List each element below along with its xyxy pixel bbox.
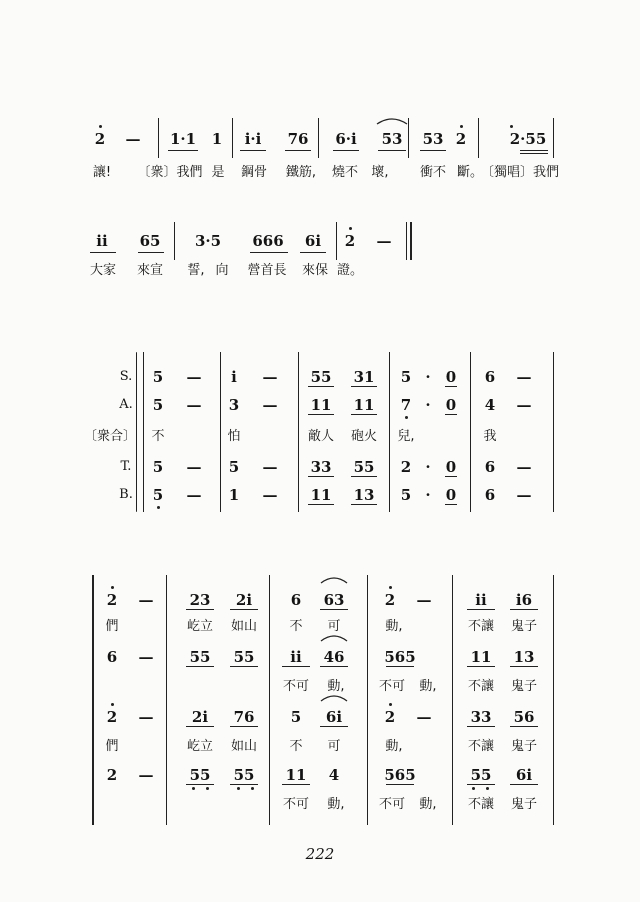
note: 2·55	[509, 130, 547, 148]
lyric: 大家	[89, 263, 117, 278]
dash: —	[186, 396, 202, 414]
lyric: 不讓	[467, 739, 495, 754]
octave-dot	[206, 787, 209, 790]
lyric: 鬼子	[510, 679, 538, 694]
barline	[92, 575, 94, 825]
beam	[333, 150, 359, 151]
note: 2	[106, 708, 118, 726]
lyric: 不讓	[467, 619, 495, 634]
lyric: 不可	[378, 797, 406, 812]
beam	[510, 726, 538, 727]
lyric: 來宣	[136, 263, 164, 278]
dash: —	[262, 458, 278, 476]
barline	[158, 118, 159, 158]
lyric: 是	[211, 165, 225, 180]
barline	[410, 222, 412, 260]
note: ii	[475, 591, 487, 609]
dash: —	[376, 232, 392, 250]
octave-dot	[405, 416, 408, 419]
beam	[308, 414, 334, 415]
dash: —	[262, 396, 278, 414]
lyric: 燒不	[331, 165, 359, 180]
beam	[186, 784, 214, 785]
note: 56	[513, 708, 535, 726]
beam	[386, 666, 414, 667]
note: 7	[400, 396, 412, 414]
note: 33	[470, 708, 492, 726]
beam	[510, 784, 538, 785]
lyric: 我	[483, 429, 497, 444]
beam	[186, 609, 214, 610]
beam	[386, 784, 414, 785]
barline	[367, 575, 368, 825]
note: 13	[513, 648, 535, 666]
note: 5	[290, 708, 302, 726]
note: 5	[152, 368, 164, 386]
lyric: 不	[289, 619, 303, 634]
note: 63	[323, 591, 345, 609]
note: 6i	[325, 708, 343, 726]
beam	[230, 666, 258, 667]
lyric: 鬼子	[510, 619, 538, 634]
barline	[174, 222, 175, 260]
note: 46	[323, 648, 345, 666]
beam	[320, 726, 348, 727]
slur	[319, 692, 349, 702]
note: 55	[310, 368, 332, 386]
note: 565	[384, 648, 416, 666]
lyric: 如山	[230, 739, 258, 754]
note: 3	[228, 396, 240, 414]
lyric: 屹立	[186, 619, 214, 634]
barline	[220, 352, 221, 512]
beam	[378, 150, 406, 151]
barline	[406, 222, 407, 260]
note: 11	[353, 396, 375, 414]
beam	[285, 150, 311, 151]
lyric: 不可	[282, 797, 310, 812]
note: 1·1	[169, 130, 197, 148]
note: 2i	[191, 708, 209, 726]
note: 3·5	[194, 232, 222, 250]
lyric: 砲火	[350, 429, 378, 444]
lyric: 動,	[385, 619, 403, 634]
note: 6i	[515, 766, 533, 784]
note: 2	[455, 130, 467, 148]
lyric: 來保	[301, 263, 329, 278]
note: 5	[152, 396, 164, 414]
beam	[300, 252, 326, 253]
beam	[510, 666, 538, 667]
lyric: 動,	[419, 679, 437, 694]
beam	[351, 386, 377, 387]
dash: —	[262, 486, 278, 504]
dot: ·	[425, 458, 431, 476]
beam	[351, 476, 377, 477]
octave-dot	[389, 703, 392, 706]
barline	[478, 118, 479, 158]
note: 65	[139, 232, 161, 250]
beam	[445, 386, 457, 387]
lyric: 不可	[282, 679, 310, 694]
dash: —	[262, 368, 278, 386]
beam	[230, 726, 258, 727]
beam	[467, 609, 495, 610]
beam	[445, 476, 457, 477]
lyric: 動,	[327, 679, 345, 694]
note: 11	[470, 648, 492, 666]
note: 0	[445, 396, 457, 414]
voice-label-alto: A.	[119, 397, 133, 412]
beam	[282, 666, 310, 667]
note: 2	[384, 591, 396, 609]
dot: ·	[425, 486, 431, 504]
note: 2	[384, 708, 396, 726]
beam	[168, 150, 198, 151]
dash: —	[186, 486, 202, 504]
voice-label-bass: B.	[119, 487, 133, 502]
octave-dot	[111, 703, 114, 706]
lyric: 鐵筋,	[285, 165, 317, 180]
note: 6	[484, 458, 496, 476]
barline	[336, 222, 337, 260]
beam	[351, 414, 377, 415]
lyric: 不可	[378, 679, 406, 694]
octave-dot	[472, 787, 475, 790]
note: 55	[470, 766, 492, 784]
note: 23	[189, 591, 211, 609]
beam	[138, 252, 164, 253]
beam	[467, 784, 495, 785]
beam	[308, 386, 334, 387]
lyric: 向	[215, 263, 229, 278]
octave-dot	[237, 787, 240, 790]
voice-label-soprano: S.	[119, 369, 133, 384]
octave-dot	[111, 586, 114, 589]
dash: —	[516, 458, 532, 476]
lyric: 們	[105, 619, 119, 634]
choir-brace	[136, 352, 137, 512]
note: 11	[310, 396, 332, 414]
note: 6	[106, 648, 118, 666]
note: 0	[445, 486, 457, 504]
octave-dot	[486, 787, 489, 790]
note: 4	[328, 766, 340, 784]
beam	[320, 666, 348, 667]
lyric: 鬼子	[510, 739, 538, 754]
beam	[467, 666, 495, 667]
beam	[445, 504, 457, 505]
note: 6	[484, 486, 496, 504]
octave-dot	[251, 787, 254, 790]
note: 76	[233, 708, 255, 726]
page-number: 222	[305, 845, 335, 863]
note: 2	[106, 766, 118, 784]
lyric: 衝不	[419, 165, 447, 180]
lyric: 們	[105, 739, 119, 754]
lyric: 〔獨唱〕我們	[480, 165, 560, 180]
barline	[143, 352, 144, 512]
octave-dot	[510, 125, 513, 128]
lyric: 動,	[419, 797, 437, 812]
barline	[389, 352, 390, 512]
lyric: 鬼子	[510, 797, 538, 812]
beam	[445, 414, 457, 415]
note: 31	[353, 368, 375, 386]
beam	[510, 609, 538, 610]
lyric: 讓!	[92, 165, 112, 180]
beam	[308, 504, 334, 505]
note: 76	[287, 130, 309, 148]
lyric: 如山	[230, 619, 258, 634]
lyric: 營首長	[247, 263, 287, 278]
lyric: 〔衆〕我們	[137, 165, 203, 180]
lyric: 誓,	[187, 263, 205, 278]
voice-label-tutti: 〔衆合〕	[83, 429, 137, 444]
note: i·i	[244, 130, 262, 148]
beam	[520, 153, 548, 154]
barline	[318, 118, 319, 158]
beam	[467, 726, 495, 727]
dot: ·	[425, 396, 431, 414]
beam	[230, 784, 258, 785]
note: 2i	[235, 591, 253, 609]
lyric: 可	[327, 619, 341, 634]
octave-dot	[389, 586, 392, 589]
dash: —	[416, 708, 432, 726]
dash: —	[186, 368, 202, 386]
note: 2	[344, 232, 356, 250]
note: ii	[96, 232, 108, 250]
lyric: 不	[289, 739, 303, 754]
lyric: 屹立	[186, 739, 214, 754]
note: 55	[353, 458, 375, 476]
octave-dot	[157, 506, 160, 509]
note: 2	[106, 591, 118, 609]
dash: —	[138, 708, 154, 726]
dot: ·	[425, 368, 431, 386]
lyric: 動,	[327, 797, 345, 812]
note: i6	[515, 591, 533, 609]
note: 5	[400, 368, 412, 386]
note: 13	[353, 486, 375, 504]
note: 0	[445, 368, 457, 386]
octave-dot	[460, 125, 463, 128]
barline	[269, 575, 270, 825]
note: 5	[400, 486, 412, 504]
barline	[553, 352, 554, 512]
lyric: 敵人	[307, 429, 335, 444]
beam	[520, 150, 548, 151]
lyric: 可	[327, 739, 341, 754]
note: 666	[252, 232, 284, 250]
barline	[232, 118, 233, 158]
lyric: 兒,	[397, 429, 415, 444]
note: 55	[189, 766, 211, 784]
dash: —	[516, 486, 532, 504]
lyric: 不讓	[467, 797, 495, 812]
barline	[452, 575, 453, 825]
barline	[298, 352, 299, 512]
note: 55	[233, 648, 255, 666]
lyric: 怕	[227, 429, 241, 444]
lyric: 鋼骨	[240, 165, 268, 180]
note: 33	[310, 458, 332, 476]
beam	[420, 150, 446, 151]
note: 6	[290, 591, 302, 609]
note: 5	[152, 486, 164, 504]
slur	[319, 632, 349, 642]
lyric: 證。	[336, 263, 364, 278]
barline	[166, 575, 167, 825]
beam	[90, 252, 116, 253]
note: 11	[285, 766, 307, 784]
dash: —	[138, 591, 154, 609]
dash: —	[138, 648, 154, 666]
slur	[319, 574, 349, 584]
barline	[553, 118, 554, 158]
lyric: 壞,	[371, 165, 389, 180]
note: 5	[152, 458, 164, 476]
octave-dot	[349, 227, 352, 230]
beam	[240, 150, 266, 151]
barline	[470, 352, 471, 512]
note: 2	[400, 458, 412, 476]
note: i	[231, 368, 237, 386]
beam	[308, 476, 334, 477]
beam	[282, 784, 310, 785]
lyric: 不	[151, 429, 165, 444]
dash: —	[125, 130, 141, 148]
dash: —	[416, 591, 432, 609]
slur	[375, 115, 409, 125]
note: 53	[422, 130, 444, 148]
barline	[408, 118, 409, 158]
note: 4	[484, 396, 496, 414]
octave-dot	[99, 125, 102, 128]
note: 1	[211, 130, 223, 148]
note: 11	[310, 486, 332, 504]
note: 6·i	[335, 130, 357, 148]
note: 1	[228, 486, 240, 504]
lyric: 動,	[385, 739, 403, 754]
beam	[186, 666, 214, 667]
dash: —	[186, 458, 202, 476]
note: ii	[290, 648, 302, 666]
lyric: 不讓	[467, 679, 495, 694]
note: 0	[445, 458, 457, 476]
note: 55	[189, 648, 211, 666]
voice-label-tenor: T.	[120, 459, 132, 474]
beam	[230, 609, 258, 610]
note: 6	[484, 368, 496, 386]
dash: —	[516, 368, 532, 386]
barline	[553, 575, 554, 825]
beam	[250, 252, 288, 253]
beam	[351, 504, 377, 505]
note: 53	[381, 130, 403, 148]
note: 565	[384, 766, 416, 784]
octave-dot	[192, 787, 195, 790]
beam	[186, 726, 214, 727]
note: 55	[233, 766, 255, 784]
lyric: 斷。	[456, 165, 484, 180]
dash: —	[516, 396, 532, 414]
note: 5	[228, 458, 240, 476]
note: 6i	[304, 232, 322, 250]
beam	[320, 609, 348, 610]
note: 2	[94, 130, 106, 148]
dash: —	[138, 766, 154, 784]
